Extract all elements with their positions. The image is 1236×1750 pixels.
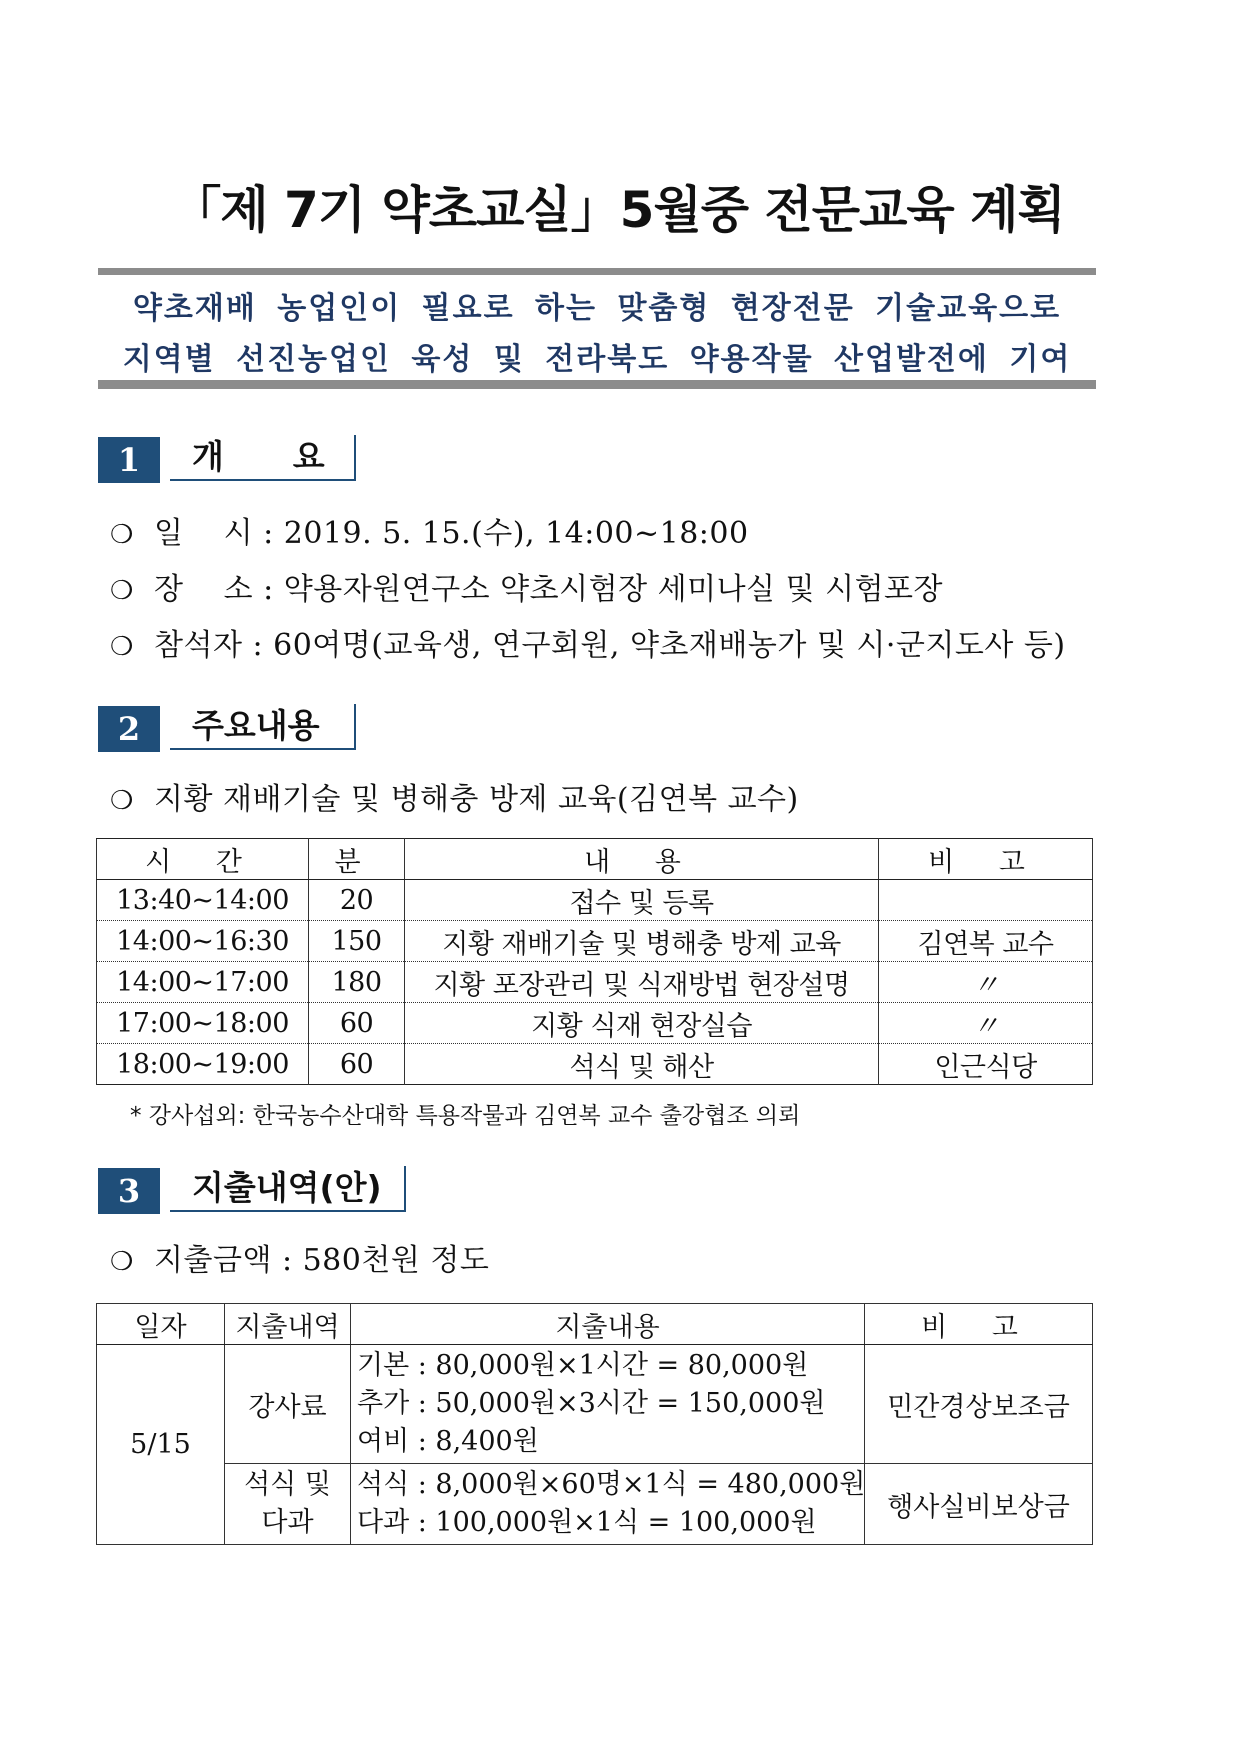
expense-table (96, 1303, 1093, 1545)
schedule-remarks (879, 880, 1093, 921)
section-1-title: 개 요 (170, 435, 356, 481)
expense-item-line: 다과 (261, 1507, 314, 1538)
summary-line-2: 지역별 선진농업인 육성 및 전라북도 약용작물 산업발전에 기여 (122, 342, 1072, 377)
expense-detail-line: 여비 : 8,400원 (357, 1426, 539, 1457)
schedule-time: 13:40~14:00 (97, 880, 309, 921)
table-row (97, 1345, 1093, 1464)
instructor-note: * 강사섭외: 한국농수산대학 특용작물과 김연복 교수 출강협조 의뢰 (130, 1103, 801, 1129)
summary-line-1: 약초재배 농업인이 필요로 하는 맞춤형 현장전문 기술교육으로 (132, 291, 1062, 326)
schedule-remarks: 〃 (879, 1003, 1093, 1044)
table-row (97, 1464, 1093, 1545)
schedule-header-minutes: 분 (309, 839, 405, 880)
expense-total-text: 지출금액 : 580천원 정도 (154, 1243, 490, 1278)
circle-bullet-icon: ❍ (110, 786, 134, 816)
schedule-minutes: 20 (309, 880, 405, 921)
expense-header-row (97, 1304, 1093, 1345)
schedule-content: 석식 및 해산 (405, 1044, 879, 1085)
schedule-time: 18:00~19:00 (97, 1044, 309, 1085)
table-row (97, 1003, 1093, 1044)
table-row (97, 962, 1093, 1003)
expense-detail-line: 석식 : 8,000원×60명×1식 = 480,000원 (357, 1469, 866, 1500)
circle-bullet-icon: ❍ (110, 520, 134, 550)
expense-date: 5/15 (97, 1345, 225, 1545)
overview-attendees-text: 참석자 : 60여명(교육생, 연구회원, 약초재배농가 및 시·군지도사 등) (154, 628, 1066, 663)
schedule-remarks: 〃 (879, 962, 1093, 1003)
expense-total (110, 1235, 489, 1279)
expense-detail-line: 다과 : 100,000원×1식 = 100,000원 (357, 1507, 817, 1538)
expense-header-item: 지출내역 (225, 1304, 351, 1345)
schedule-header-content: 내 용 (405, 839, 879, 880)
schedule-header-time: 시 간 (97, 839, 309, 880)
schedule-remarks: 인근식당 (879, 1044, 1093, 1085)
expense-item (225, 1464, 351, 1545)
schedule-time: 14:00~16:30 (97, 921, 309, 962)
schedule-time: 17:00~18:00 (97, 1003, 309, 1044)
schedule-minutes: 60 (309, 1003, 405, 1044)
overview-date (110, 508, 749, 552)
schedule-minutes: 180 (309, 962, 405, 1003)
circle-bullet-icon: ❍ (110, 1247, 134, 1277)
expense-remarks: 행사실비보상금 (865, 1464, 1093, 1545)
main-content-intro-text: 지황 재배기술 및 병해충 방제 교육(김연복 교수) (154, 782, 799, 817)
schedule-header-row (97, 839, 1093, 880)
section-1-number: 1 (98, 437, 160, 483)
schedule-minutes: 150 (309, 921, 405, 962)
expense-header-remarks: 비 고 (865, 1304, 1093, 1345)
circle-bullet-icon: ❍ (110, 632, 134, 662)
overview-date-text: 일 시 : 2019. 5. 15.(수), 14:00~18:00 (154, 516, 749, 551)
overview-place-text: 장 소 : 약용자원연구소 약초시험장 세미나실 및 시험포장 (154, 572, 944, 607)
expense-remarks: 민간경상보조금 (865, 1345, 1093, 1464)
schedule-content: 지황 포장관리 및 식재방법 현장설명 (405, 962, 879, 1003)
summary-bottom-bar (98, 380, 1096, 389)
section-2-title: 주요내용 (170, 704, 356, 750)
expense-header-date: 일자 (97, 1304, 225, 1345)
overview-place (110, 564, 943, 608)
expense-detail (351, 1464, 865, 1545)
expense-detail (351, 1345, 865, 1464)
section-3-number: 3 (98, 1168, 160, 1214)
table-row (97, 880, 1093, 921)
schedule-content: 접수 및 등록 (405, 880, 879, 921)
circle-bullet-icon: ❍ (110, 576, 134, 606)
expense-item-line: 석식 및 (244, 1469, 331, 1500)
schedule-content: 지황 식재 현장실습 (405, 1003, 879, 1044)
section-3-title: 지출내역(안) (170, 1166, 406, 1212)
schedule-header-remarks: 비 고 (879, 839, 1093, 880)
schedule-minutes: 60 (309, 1044, 405, 1085)
schedule-content: 지황 재배기술 및 병해충 방제 교육 (405, 921, 879, 962)
expense-item: 강사료 (225, 1345, 351, 1464)
schedule-table (96, 838, 1093, 1085)
table-row (97, 921, 1093, 962)
section-2-number: 2 (98, 706, 160, 752)
schedule-remarks: 김연복 교수 (879, 921, 1093, 962)
summary-top-bar (98, 268, 1096, 275)
main-content-intro (110, 774, 799, 818)
expense-detail-line: 추가 : 50,000원×3시간 = 150,000원 (357, 1388, 826, 1419)
table-row (97, 1044, 1093, 1085)
page-title: 「제 7기 약초교실」5월중 전문교육 계획 (171, 181, 1065, 239)
expense-detail-line: 기본 : 80,000원×1시간 = 80,000원 (357, 1350, 809, 1381)
expense-header-detail: 지출내용 (351, 1304, 865, 1345)
overview-attendees (110, 620, 1066, 664)
schedule-time: 14:00~17:00 (97, 962, 309, 1003)
